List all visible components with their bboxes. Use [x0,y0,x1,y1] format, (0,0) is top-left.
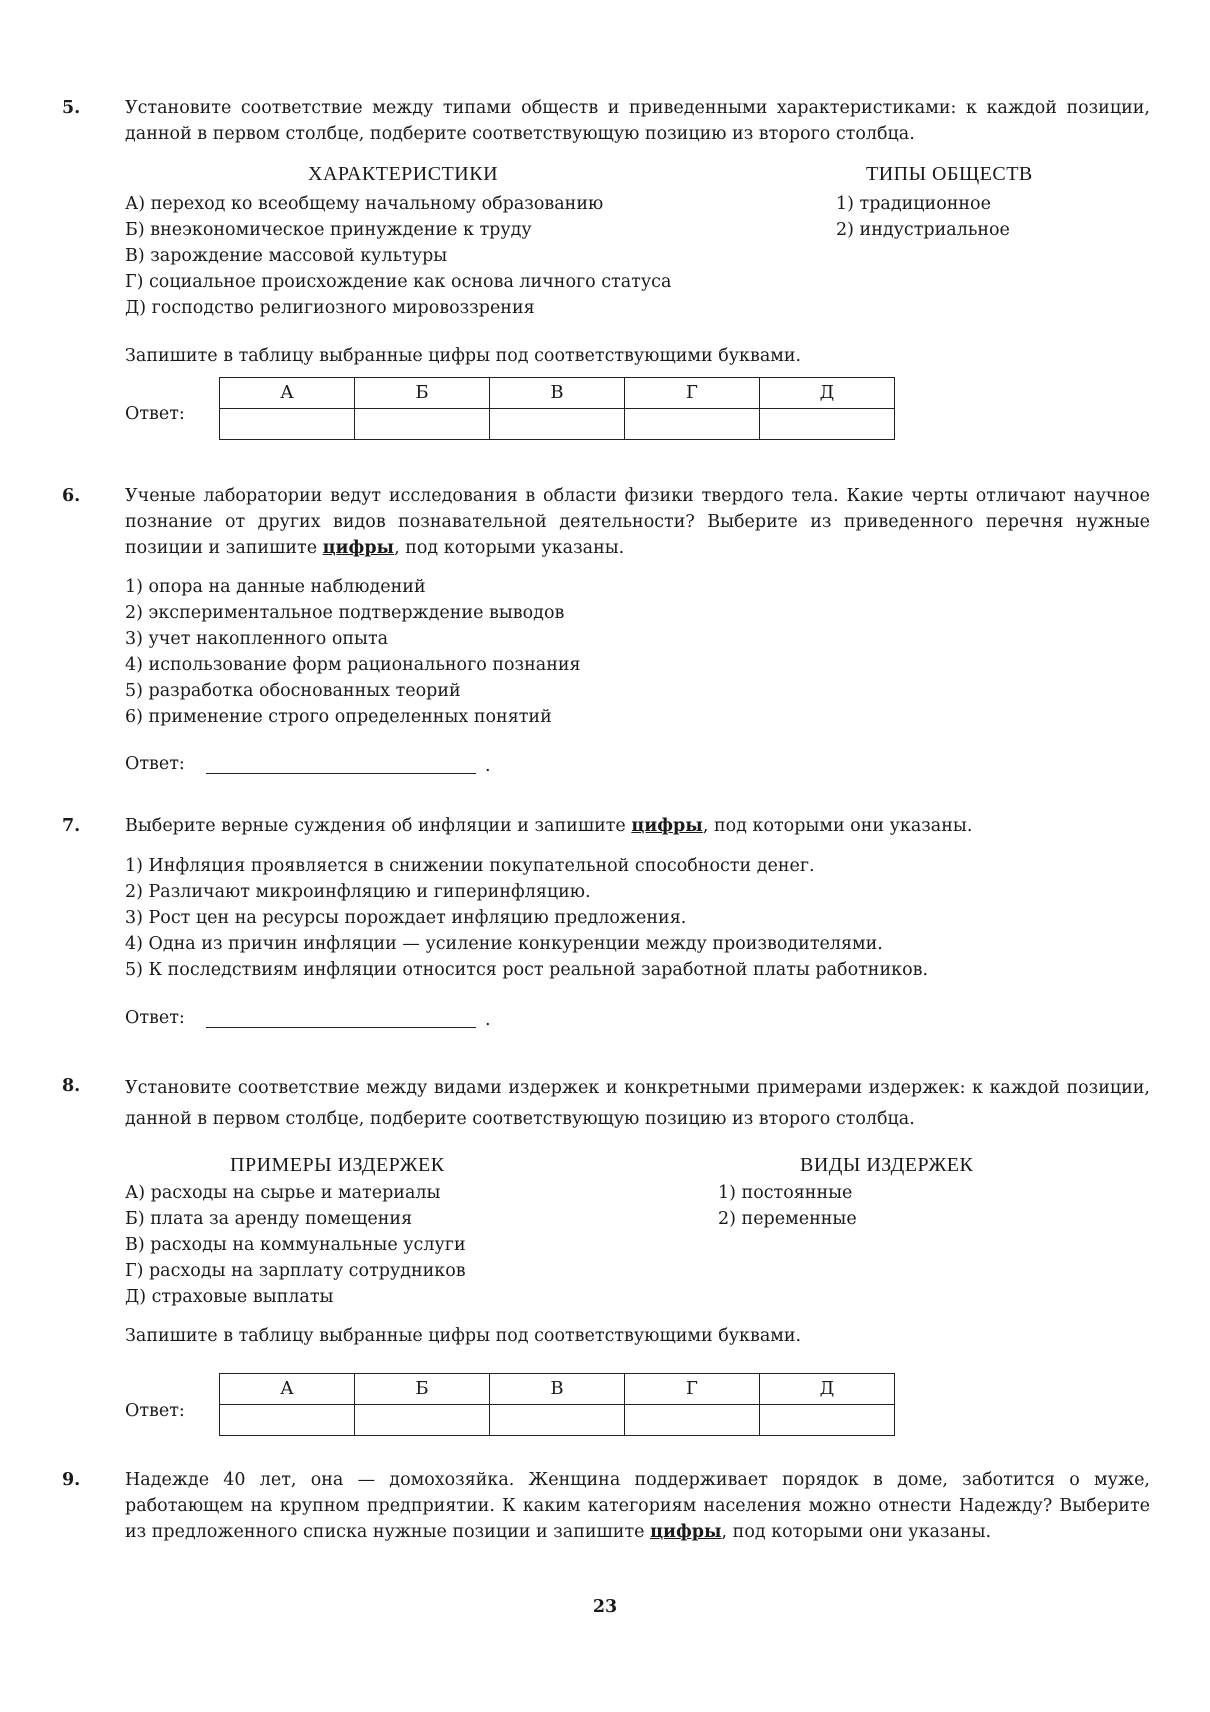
list-item: 3) учет накопленного опыта [125,629,389,649]
instruction-text: Запишите в таблицу выбранные цифры под соответствующими буквами. [125,1326,802,1346]
table-header-cell: А [220,378,355,409]
answer-cell[interactable] [760,409,895,440]
task-number: 9. [62,1470,81,1490]
task-prompt: Установите соответствие между видами издержек и конкретными примерами издержек: к каждой позиции, данной в первом столбце, подберите соответствующую позицию из второго столбца. [125,1078,1150,1129]
list-item: В) расходы на коммунальные услуги [125,1235,466,1255]
prompt-text: , под которыми указаны. [394,538,625,558]
column-heading-society-types: ТИПЫ ОБЩЕСТВ [866,163,1033,185]
prompt-emphasis: цифры [650,1522,722,1542]
column-heading-examples: ПРИМЕРЫ ИЗДЕРЖЕК [230,1154,445,1176]
list-item: 4) Одна из причин инфляции — усиление конкуренции между производителями. [125,934,883,954]
list-item: 2) индустриальное [836,220,1010,240]
answer-cell[interactable] [220,1405,355,1436]
table-header-cell: Д [760,378,895,409]
answer-cell[interactable] [490,1405,625,1436]
answer-cell[interactable] [355,409,490,440]
table-header-cell: В [490,1374,625,1405]
list-item: Д) страховые выплаты [125,1287,334,1307]
answer-cell[interactable] [490,409,625,440]
table-header-cell: Г [625,378,760,409]
task-prompt [125,1467,1150,1545]
answer-cell[interactable] [760,1405,895,1436]
page-number: 23 [592,1597,618,1617]
list-item: 2) Различают микроинфляцию и гиперинфляцию. [125,882,591,902]
list-item: Г) социальное происхождение как основа личного статуса [125,272,672,292]
answer-line[interactable] [206,1027,476,1028]
answer-period: . [485,756,491,776]
column-heading-cost-types: ВИДЫ ИЗДЕРЖЕК [800,1154,974,1176]
table-header-cell: Г [625,1374,760,1405]
table-header-cell: А [220,1374,355,1405]
list-item: А) расходы на сырье и материалы [125,1183,441,1203]
list-item: Б) плата за аренду помещения [125,1209,413,1229]
list-item: 1) Инфляция проявляется в снижении покупательной способности денег. [125,856,815,876]
task-prompt [125,813,1150,839]
answer-label: Ответ: [125,404,185,424]
answer-period: . [485,1010,491,1030]
table-header-cell: В [490,378,625,409]
prompt-text: Надежде 40 лет, она — домохозяйка. Женщина поддерживает порядок в доме, заботится о муже, работающем на крупном предприятии. К каким категориям населения можно отнести Надежду? Выберите из предложенного списка нужные позиции и запишите [125,1470,1150,1542]
task-prompt [125,483,1150,561]
answer-line[interactable] [206,773,476,774]
list-item: В) зарождение массовой культуры [125,246,448,266]
prompt-emphasis: цифры [322,538,395,558]
task-number: 7. [62,816,81,836]
table-header-cell: Б [355,1374,490,1405]
list-item: 6) применение строго определенных понятий [125,707,552,727]
answer-label: Ответ: [125,754,185,774]
answer-cell[interactable] [355,1405,490,1436]
list-item: 1) постоянные [718,1183,853,1203]
list-item: 1) традиционное [836,194,991,214]
list-item: 2) переменные [718,1209,857,1229]
prompt-text: Выберите верные суждения об инфляции и запишите [125,816,632,836]
answer-cell[interactable] [625,1405,760,1436]
answer-label: Ответ: [125,1401,185,1421]
table-header-cell: Д [760,1374,895,1405]
list-item: 2) экспериментальное подтверждение выводов [125,603,565,623]
list-item: Б) внеэкономическое принуждение к труду [125,220,532,240]
list-item: 5) К последствиям инфляции относится рост реальной заработной платы работников. [125,960,929,980]
instruction-text: Запишите в таблицу выбранные цифры под соответствующими буквами. [125,346,802,366]
task-number: 6. [62,486,81,506]
answer-table [219,377,895,440]
prompt-text: , под которыми они указаны. [702,816,973,836]
prompt-text: Ученые лаборатории ведут исследования в области физики твердого тела. Какие черты отличают научное познание от других видов познавательной деятельности? Выберите из приведенного перечня нужные позиции и запишите [125,486,1150,558]
task-number: 8. [62,1076,81,1096]
list-item: 1) опора на данные наблюдений [125,577,426,597]
list-item: Д) господство религиозного мировоззрения [125,298,535,318]
list-item: А) переход ко всеобщему начальному образованию [125,194,604,214]
task-prompt: Установите соответствие между типами обществ и приведенными характеристиками: к каждой позиции, данной в первом столбце, подберите соответствующую позицию из второго столбца. [125,98,1150,144]
answer-cell[interactable] [220,409,355,440]
task-number: 5. [62,98,81,118]
prompt-text: , под которыми они указаны. [721,1522,992,1542]
answer-table [219,1373,895,1436]
table-header-cell: Б [355,378,490,409]
answer-label: Ответ: [125,1008,185,1028]
prompt-emphasis: цифры [631,816,703,836]
column-heading-characteristics: ХАРАКТЕРИСТИКИ [308,163,499,185]
list-item: 5) разработка обоснованных теорий [125,681,461,701]
list-item: 3) Рост цен на ресурсы порождает инфляцию предложения. [125,908,687,928]
answer-cell[interactable] [625,409,760,440]
list-item: 4) использование форм рационального познания [125,655,581,675]
list-item: Г) расходы на зарплату сотрудников [125,1261,466,1281]
